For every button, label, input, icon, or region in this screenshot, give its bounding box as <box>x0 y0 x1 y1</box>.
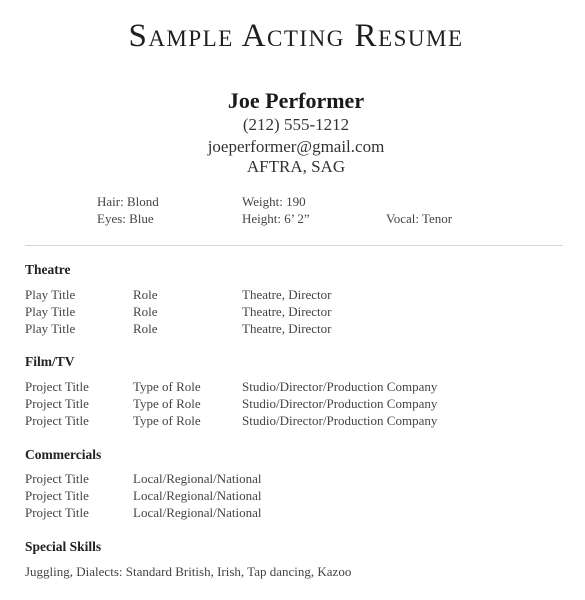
stat-vocal: Vocal: Tenor <box>386 211 453 226</box>
table-row <box>0 413 585 430</box>
table-row <box>0 379 585 396</box>
credit-title: Project Title <box>25 413 89 428</box>
special-skills-text: Juggling, Dialects: Standard British, Irish, Tap dancing, Kazoo <box>25 564 352 579</box>
credit-market: Local/Regional/National <box>133 505 262 520</box>
table-row <box>0 488 585 505</box>
credit-role: Role <box>133 321 158 336</box>
stat-eyes: Eyes: Blue <box>97 211 154 226</box>
credit-title: Project Title <box>25 379 89 394</box>
credit-role: Type of Role <box>133 379 201 394</box>
credit-title: Project Title <box>25 488 89 503</box>
table-row <box>0 471 585 488</box>
section-heading-special-skills: Special Skills <box>25 539 102 554</box>
phone-number: (212) 555-1212 <box>242 115 350 134</box>
credit-title: Play Title <box>25 321 76 336</box>
credit-role: Type of Role <box>133 413 201 428</box>
credit-title: Play Title <box>25 287 76 302</box>
table-row <box>0 287 585 304</box>
table-row <box>0 505 585 522</box>
email-address: joeperformer@gmail.com <box>207 137 385 156</box>
credit-role: Type of Role <box>133 396 201 411</box>
credit-company: Studio/Director/Production Company <box>242 379 438 394</box>
credit-role: Role <box>133 287 158 302</box>
credit-market: Local/Regional/National <box>133 488 262 503</box>
table-row <box>0 321 585 338</box>
credit-venue: Theatre, Director <box>242 287 332 302</box>
credit-venue: Theatre, Director <box>242 304 332 319</box>
resume-title: Sample Acting Resume <box>128 18 464 54</box>
stat-height: Height: 6’ 2” <box>242 211 310 226</box>
stat-hair: Hair: Blond <box>97 194 159 209</box>
section-heading-theatre: Theatre <box>25 262 71 277</box>
table-row <box>0 396 585 413</box>
union-affiliations: AFTRA, SAG <box>246 157 346 176</box>
section-heading-commercials: Commercials <box>25 447 102 462</box>
section-heading-film-tv: Film/TV <box>25 354 75 369</box>
credit-company: Studio/Director/Production Company <box>242 413 438 428</box>
credit-venue: Theatre, Director <box>242 321 332 336</box>
credit-title: Project Title <box>25 471 89 486</box>
table-row <box>0 304 585 321</box>
credit-market: Local/Regional/National <box>133 471 262 486</box>
credit-title: Play Title <box>25 304 76 319</box>
credit-company: Studio/Director/Production Company <box>242 396 438 411</box>
performer-name: Joe Performer <box>227 88 365 113</box>
stat-weight: Weight: 190 <box>242 194 306 209</box>
credit-role: Role <box>133 304 158 319</box>
credit-title: Project Title <box>25 396 89 411</box>
section-divider <box>25 245 563 246</box>
credit-title: Project Title <box>25 505 89 520</box>
